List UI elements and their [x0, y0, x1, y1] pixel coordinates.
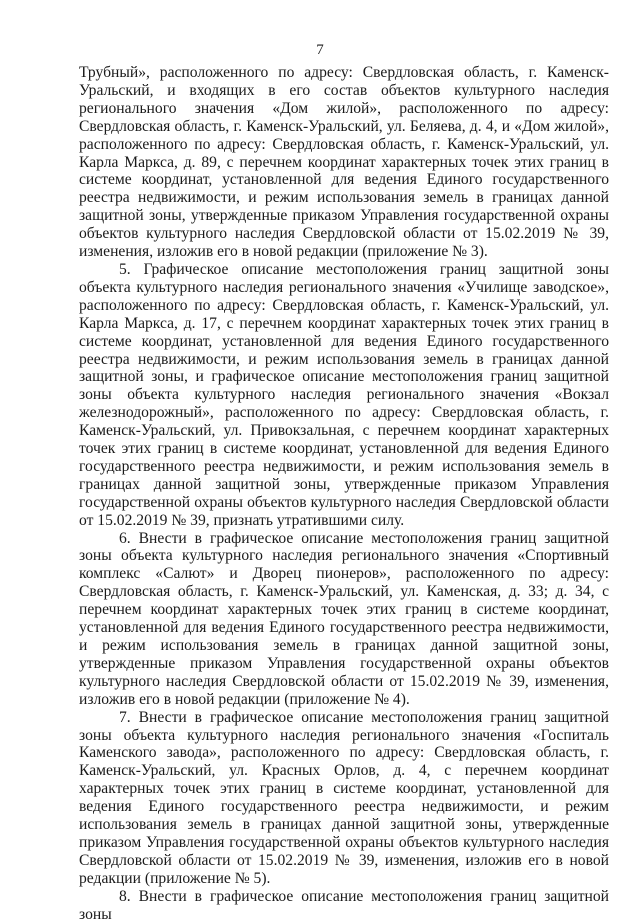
paragraph-item-6: 6. Внести в графическое описание местоположения границ защитной зоны объекта культурного наследия регионального значения «Спортивный комплекс «Салют» и Дворец пионеров», расположенного по адресу: Свердловская область, г. Каменск-Уральский, ул. Каменская, д. 33; д. 34, с перечнем координат характерных точек этих границ в системе координат, установленной для ведения Единого государственного реестра недвижимости, и режим использования земель в границах данной защитной зоны, утвержденные приказом Управления государственной охраны объектов культурного наследия Свердловской области от 15.02.2019 № 39, изменения, изложив его в новой редакции (приложение № 4). — [79, 529, 609, 708]
paragraph-item-5: 5. Графическое описание местоположения границ защитной зоны объекта культурного наследия регионального значения «Училище заводское», расположенного по адресу: Свердловская область, г. Каменск-Уральский, ул. Карла Маркса, д. 17, с перечнем координат характерных точек этих границ в системе координат, установленной для ведения Единого государственного реестра недвижимости, и режим использования земель в границах данной защитной зоны, и графическое описание местоположения границ защитной зоны объекта культурного наследия регионального значения «Вокзал железнодорожный», расположенного по адресу: Свердловская область, г. Каменск-Уральский, ул. Привокзальная, с перечнем координат характерных точек этих границ в системе координат, установленной для ведения Единого государственного реестра недвижимости, и режим использования земель в границах данной защитной зоны, утвержденные приказом Управления государственной охраны объектов культурного наследия Свердловской области от 15.02.2019 № 39, признать утратившими силу. — [79, 260, 609, 529]
paragraph-continuation: Трубный», расположенного по адресу: Свердловская область, г. Каменск-Уральский, и входящих в его состав объектов культурного наследия регионального значения «Дом жилой», расположенного по адресу: Свердловская область, г. Каменск-Уральский, ул. Беляева, д. 4, и «Дом жилой», расположенного по адресу: Свердловская область, г. Каменск-Уральский, ул. Карла Маркса, д. 89, с перечнем координат характерных точек этих границ в системе координат, установленной для ведения Единого государственного реестра недвижимости, и режим использования земель в границах данной защитной зоны, утвержденные приказом Управления государственной охраны объектов культурного наследия Свердловской области от 15.02.2019 № 39, изменения, изложив его в новой редакции (приложение № 3). — [79, 64, 609, 261]
page-number: 7 — [316, 42, 324, 58]
document-body — [79, 64, 609, 924]
paragraph-item-8: 8. Внести в графическое описание местоположения границ защитной зоны — [79, 887, 609, 923]
paragraph-item-7: 7. Внести в графическое описание местоположения границ защитной зоны объекта культурного наследия регионального значения «Госпиталь Каменского завода», расположенного по адресу: Свердловская область, г. Каменск-Уральский, ул. Красных Орлов, д. 4, с перечнем координат характерных точек этих границ в системе координат, установленной для ведения Единого государственного реестра недвижимости, и режим использования земель в границах данной защитной зоны, утвержденные приказом Управления государственной охраны объектов культурного наследия Свердловской области от 15.02.2019 № 39, изменения, изложив его в новой редакции (приложение № 5). — [79, 708, 609, 887]
